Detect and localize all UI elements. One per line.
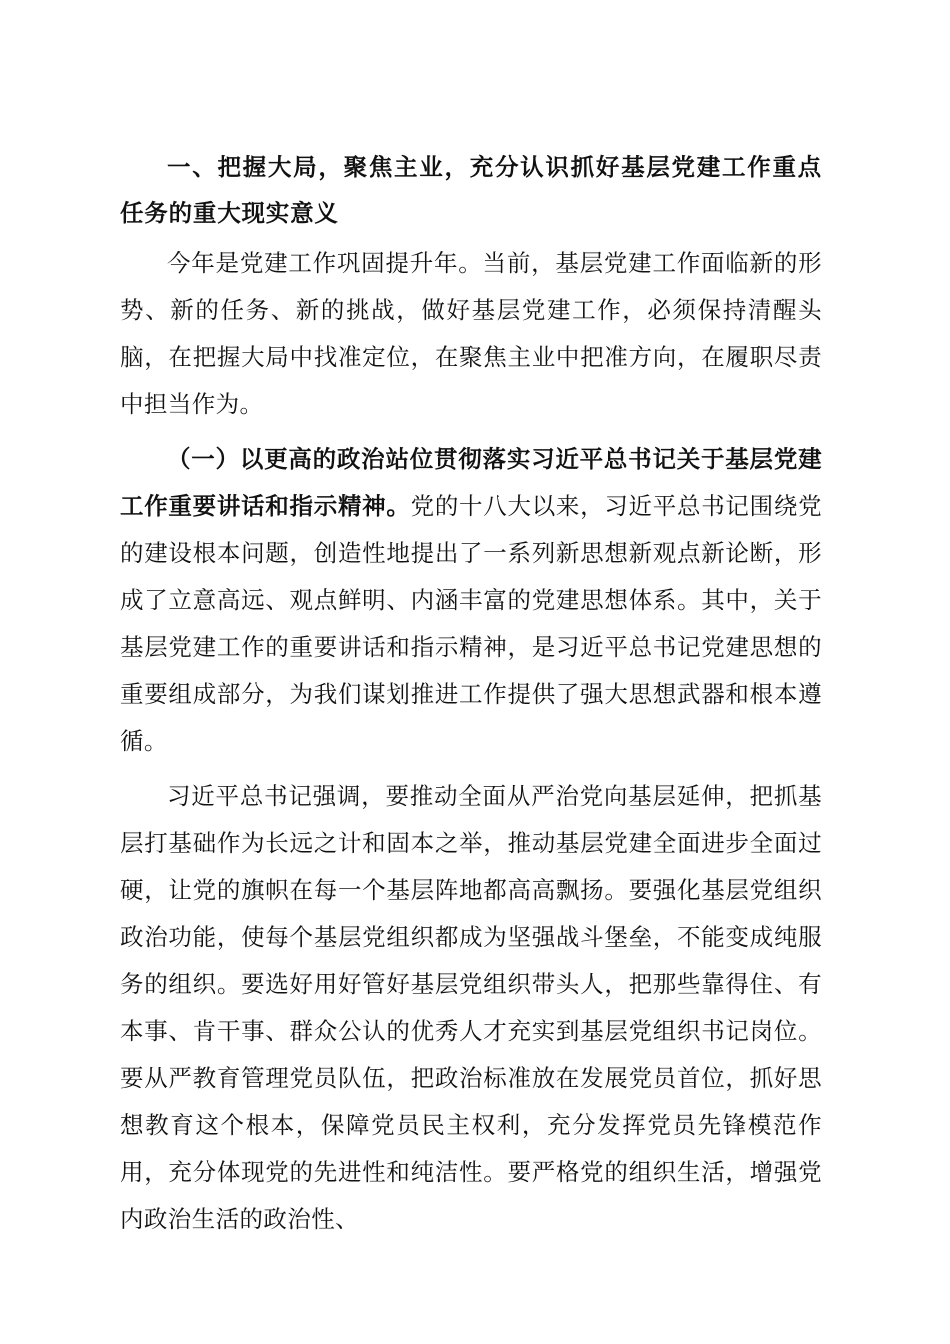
paragraph-text: 今年是党建工作巩固提升年。当前，基层党建工作面临新的形势、新的任务、新的挑战，做好基层党建工作，必须保持清醒头脑，在把握大局中找准定位，在聚焦主业中把准方向，在履职尽责中担当作为。 — [120, 249, 822, 418]
paragraph-text: 党的十八大以来，习近平总书记围绕党的建设根本问题，创造性地提出了一系列新思想新观点新论断，形成了立意高远、观点鲜明、内涵丰富的党建思想体系。其中，关于基层党建工作的重要讲话和指示精神，是习近平总书记党建思想的重要组成部分，为我们谋划推进工作提供了强大思想武器和根本遵循。 — [120, 492, 822, 755]
paragraph-subsection-one — [120, 436, 822, 765]
section-heading: 一、把握大局，聚焦主业，充分认识抓好基层党建工作重点任务的重大现实意义 — [120, 153, 822, 227]
paragraph-quote — [120, 773, 822, 1243]
paragraph-intro — [120, 240, 822, 428]
subsection-lead: （一）以更高的政治站位贯彻落实习近平总书记关于基层党建工作重要讲话和指示精神。 — [120, 445, 822, 520]
paragraph-text: 习近平总书记强调，要推动全面从严治党向基层延伸，把抓基层打基础作为长远之计和固本之举，推动基层党建全面进步全面过硬，让党的旗帜在每一个基层阵地都高高飘扬。要强化基层党组织政治功能，使每个基层党组织都成为坚强战斗堡垒，不能变成纯服务的组织。要选好用好管好基层党组织带头人，把那些靠得住、有本事、肯干事、群众公认的优秀人才充实到基层党组织书记岗位。要从严教育管理党员队伍，把政治标准放在发展党员首位，抓好思想教育这个根本，保障党员民主权利，充分发挥党员先锋模范作用，充分体现党的先进性和纯洁性。要严格党的组织生活，增强党内政治生活的政治性、 — [120, 782, 822, 1233]
document-body — [120, 144, 822, 1243]
